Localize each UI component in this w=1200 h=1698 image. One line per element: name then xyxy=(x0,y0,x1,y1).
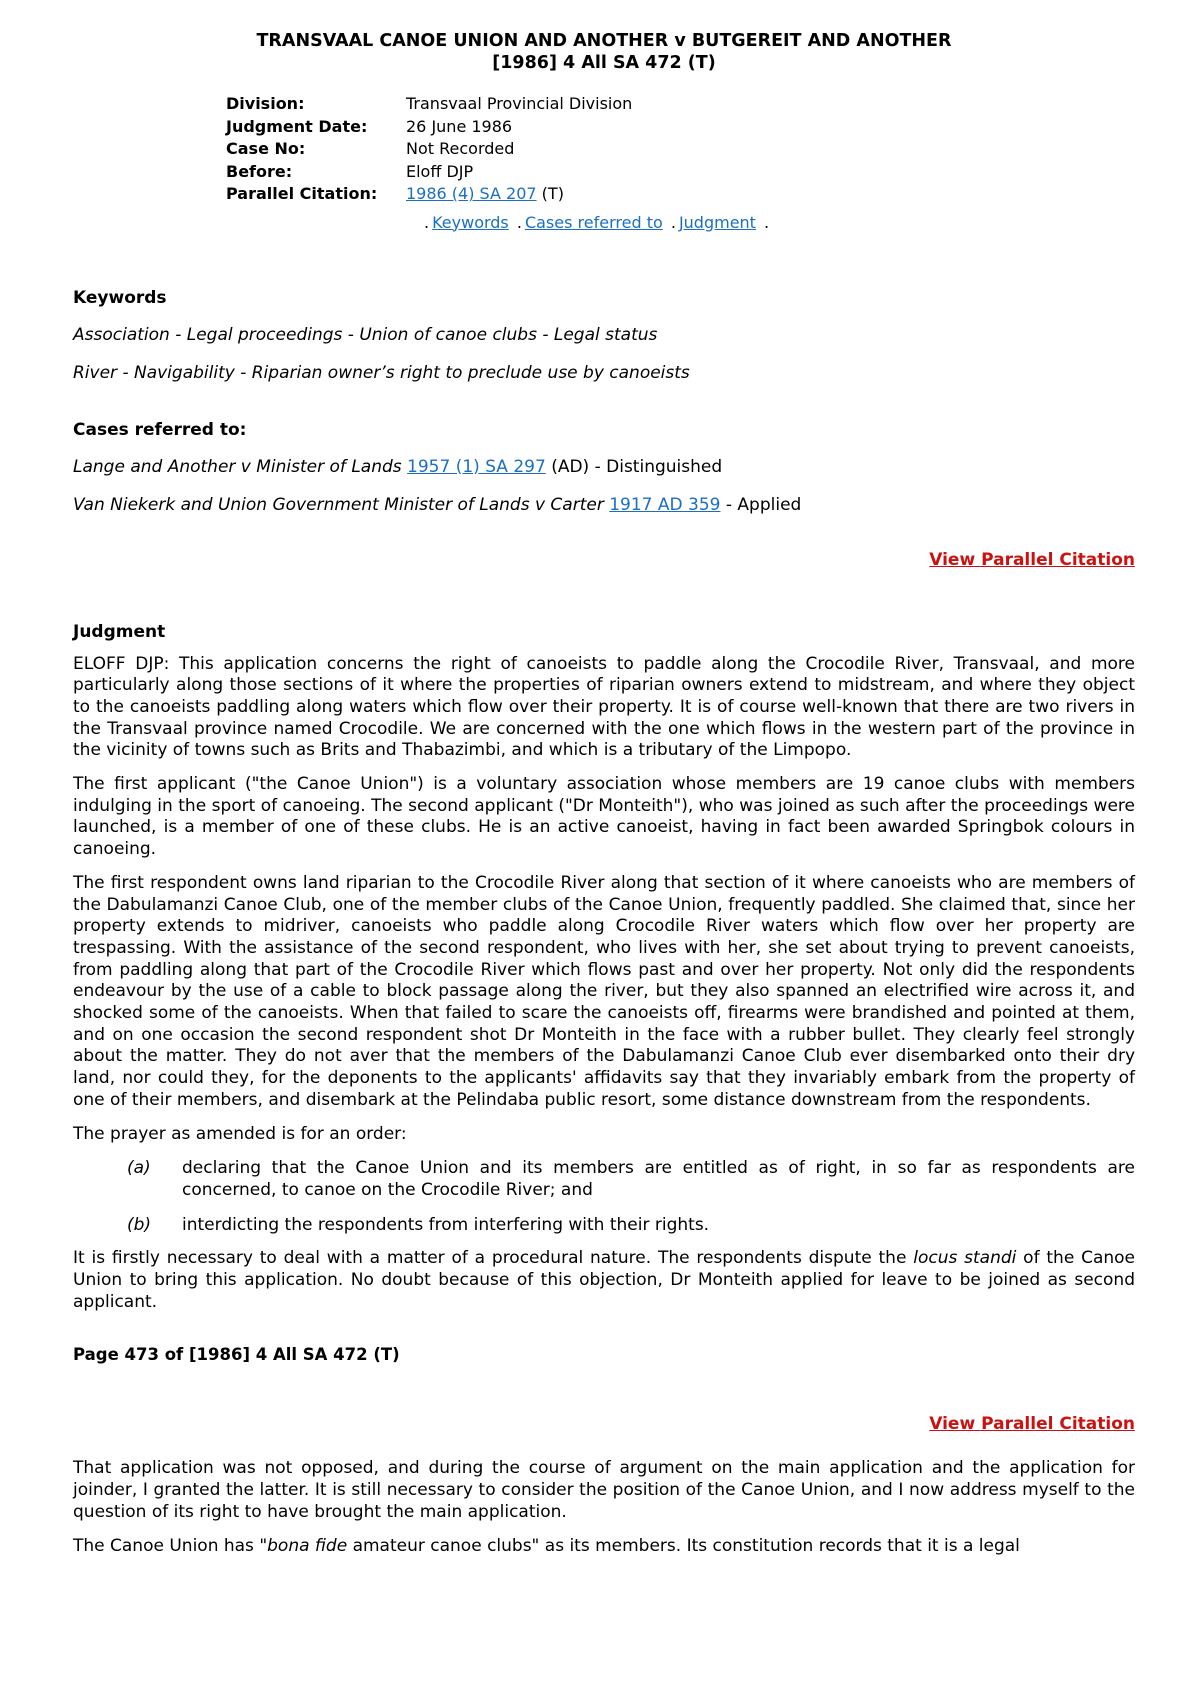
judgment-date-label: Judgment Date: xyxy=(226,116,368,136)
case-citation-link[interactable]: 1957 (1) SA 297 xyxy=(407,456,546,477)
judgment-paragraph: That application was not opposed, and during the course of argument on the main application and the application for joinder, I granted the latter. It is still necessary to consider the position of the Canoe Union, and I now address myself to the question of its right to have brought the main application. xyxy=(73,1458,1135,1522)
judgment-paragraph xyxy=(73,1248,1135,1313)
case-title xyxy=(73,30,1135,74)
nav-dot: . xyxy=(424,212,430,232)
view-parallel-citation-link[interactable]: View Parallel Citation xyxy=(929,1414,1135,1435)
view-parallel-row xyxy=(73,550,1135,570)
case-name: Lange and Another v Minister of Lands xyxy=(73,456,402,477)
meta-row-parallel xyxy=(226,184,632,207)
judgment-paragraph: The prayer as amended is for an order: xyxy=(73,1123,407,1144)
keyword-line: River - Navigability - Riparian owner’s right to preclude use by canoeists xyxy=(73,362,690,383)
paragraph-text: amateur canoe clubs" as its members. Its constitution records that it is a legal xyxy=(347,1535,1020,1556)
nav-link-cases[interactable]: Cases referred to xyxy=(524,212,663,232)
before-label: Before: xyxy=(226,161,293,181)
parallel-citation-link[interactable]: 1986 (4) SA 207 xyxy=(406,184,537,203)
case-citation: [1986] 4 All SA 472 (T) xyxy=(492,53,716,73)
case-name: Van Niekerk and Union Government Minister of Lands v Carter xyxy=(73,494,604,515)
meta-row-before xyxy=(226,162,632,185)
order-item xyxy=(73,1215,1135,1237)
judgment-paragraph xyxy=(73,1536,1135,1558)
order-label: (a) xyxy=(127,1158,151,1179)
division-value: Transvaal Provincial Division xyxy=(406,94,633,113)
view-parallel-row xyxy=(73,1414,1135,1434)
keywords-heading: Keywords xyxy=(73,287,167,308)
case-reference xyxy=(73,456,1135,478)
order-item xyxy=(73,1158,1135,1201)
nav-link-keywords[interactable]: Keywords xyxy=(432,212,509,232)
section-nav xyxy=(421,213,1135,232)
nav-dot: . xyxy=(516,212,522,232)
nav-dot: . xyxy=(670,212,676,232)
cases-heading: Cases referred to: xyxy=(73,419,247,440)
case-treatment: - Applied xyxy=(725,494,802,515)
parallel-citation-value xyxy=(406,184,632,207)
case-reference xyxy=(73,494,1135,516)
parallel-citation-label: Parallel Citation: xyxy=(226,184,378,203)
document-page xyxy=(73,30,1135,1557)
case-citation-link[interactable]: 1917 AD 359 xyxy=(609,494,721,515)
before-value: Eloff DJP xyxy=(406,161,474,181)
paragraph-text: It is firstly necessary to deal with a matter of a procedural nature. The respondents dispute the xyxy=(73,1248,914,1269)
paragraph-italic-text: locus standi xyxy=(913,1248,1017,1269)
keyword-line: Association - Legal proceedings - Union of canoe clubs - Legal status xyxy=(73,324,658,345)
case-title-line1: TRANSVAAL CANOE UNION AND ANOTHER v BUTGEREIT AND ANOTHER xyxy=(256,31,952,51)
nav-link-judgment[interactable]: Judgment xyxy=(678,212,756,232)
case-no-label: Case No: xyxy=(226,139,306,158)
paragraph-italic-text: bona fide xyxy=(267,1535,348,1556)
judgment-heading: Judgment xyxy=(73,621,166,642)
order-text: declaring that the Canoe Union and its members are entitled as of right, in so far as respondents are concerned, to canoe on the Crocodile River; and xyxy=(182,1158,1135,1200)
order-text: interdicting the respondents from interfering with their rights. xyxy=(182,1214,710,1235)
order-list xyxy=(73,1158,1135,1236)
meta-row-date xyxy=(226,117,632,140)
case-meta-table xyxy=(226,94,632,207)
paragraph-text: of the Canoe Union to bring this application. No doubt because of this objection, Dr Monteith applied for leave to be joined as second applicant. xyxy=(73,1248,1136,1312)
judgment-paragraph: The first applicant ("the Canoe Union") is a voluntary association whose members are 19 canoe clubs with members indulging in the sport of canoeing. The second applicant ("Dr Monteith"), who was joined as such after the proceedings were launched, is a member of one of these clubs. He is an active canoeist, having in fact been awarded Springbok colours in canoeing. xyxy=(73,774,1135,860)
judgment-paragraph: The first respondent owns land riparian to the Crocodile River along that section of it where canoeists who are members of the Dabulamanzi Canoe Club, one of the member clubs of the Canoe Union, frequently paddled. She claimed that, since her property extends to midriver, canoeists who paddle along Crocodile River waters which flow over her property are trespassing. With the assistance of the second respondent, who lives with her, she set about trying to prevent canoeists, from paddling along that part of the Crocodile River which flows past and over her property. Not only did the respondents endeavour by the use of a cable to block passage along the river, but they also spanned an electrified wire across it, and shocked some of the canoeists. When that failed to scare the canoeists off, firearms were brandished and pointed at them, and on one occasion the second respondent shot Dr Monteith in the face with a rubber bullet. They clearly feel strongly about the matter. They do not aver that the members of the Dabulamanzi Canoe Club ever disembarked onto their dry land, nor could they, for the deponents to the applicants' affidavits say that they invariably embark from the property of one of their members, and disembark at the Pelindaba public resort, some distance downstream from the respondents. xyxy=(73,872,1135,1110)
meta-row-caseno xyxy=(226,139,632,162)
parallel-citation-suffix: (T) xyxy=(541,184,564,203)
case-no-value: Not Recorded xyxy=(406,139,515,158)
division-label: Division: xyxy=(226,94,305,113)
view-parallel-citation-link[interactable]: View Parallel Citation xyxy=(929,549,1135,570)
judgment-paragraph: ELOFF DJP: This application concerns the right of canoeists to paddle along the Crocodile River, Transvaal, and more particularly along those sections of it where the properties of riparian owners extend to midstream, and where they object to the canoeists paddling along waters which flow over their property. It is of course well-known that there are two rivers in the Transvaal province named Crocodile. We are concerned with the one which flows in the western part of the province in the vicinity of towns such as Brits and Thabazimbi, and which is a tributary of the Limpopo. xyxy=(73,653,1135,761)
case-treatment: (AD) - Distinguished xyxy=(551,456,723,477)
meta-row-division xyxy=(226,94,632,117)
page-marker: Page 473 of [1986] 4 All SA 472 (T) xyxy=(73,1345,400,1365)
judgment-date-value: 26 June 1986 xyxy=(406,116,513,136)
nav-dot: . xyxy=(764,212,770,232)
paragraph-text: The Canoe Union has " xyxy=(73,1535,268,1556)
order-label: (b) xyxy=(127,1214,152,1235)
